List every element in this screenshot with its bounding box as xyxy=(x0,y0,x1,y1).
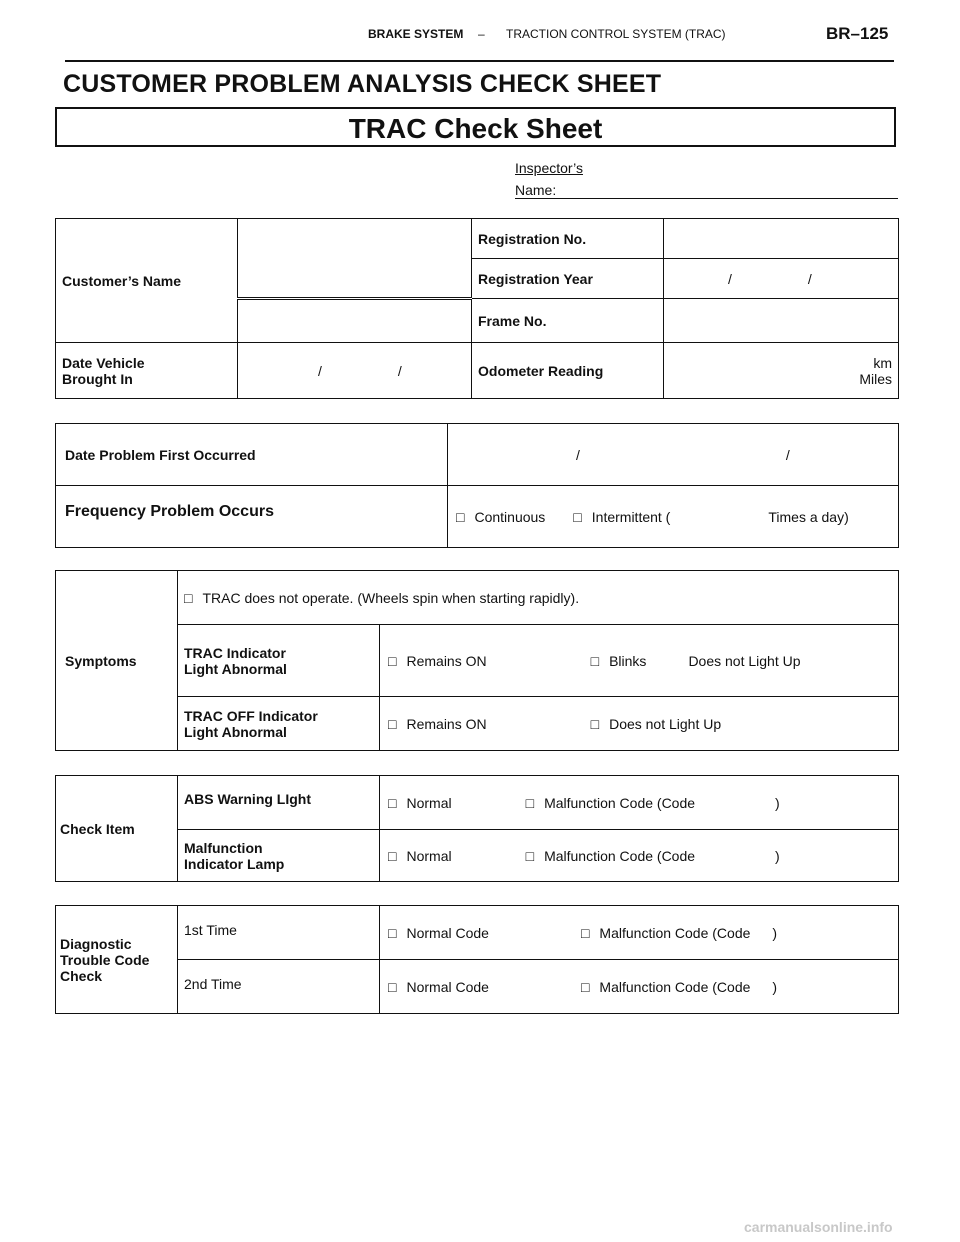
registration-year-field[interactable] xyxy=(664,259,899,299)
blinks-checkbox[interactable]: □ Blinks xyxy=(591,653,647,669)
dtc-check-table xyxy=(55,905,899,1014)
abs-normal-checkbox[interactable]: □ Normal xyxy=(388,795,452,811)
dtc-first-time-label: 1st Time xyxy=(178,906,380,960)
dtc-second-time-options: □ Normal Code□ Malfunction Code (Code ) xyxy=(380,960,899,1014)
header-subsystem: TRACTION CONTROL SYSTEM (TRAC) xyxy=(506,27,726,41)
second-normal-code-checkbox[interactable]: □ Normal Code xyxy=(388,979,489,995)
miles-unit: Miles xyxy=(859,370,892,387)
first-occurred-field[interactable] xyxy=(448,424,899,486)
mil-label: Malfunction Indicator Lamp xyxy=(178,830,380,882)
page-title: CUSTOMER PROBLEM ANALYSIS CHECK SHEET xyxy=(63,70,662,98)
trac-off-indicator-label: TRAC OFF Indicator Light Abnormal xyxy=(178,697,380,751)
header-rule xyxy=(65,60,894,62)
dtc-second-time-label: 2nd Time xyxy=(178,960,380,1014)
date-slash: / xyxy=(576,446,580,463)
trac-not-operate-checkbox[interactable]: □ TRAC does not operate. (Wheels spin when starting rapidly). xyxy=(184,590,579,606)
symptoms-label: Symptoms xyxy=(56,571,178,751)
mil-malfunction-checkbox[interactable]: □ Malfunction Code (Code xyxy=(526,848,695,864)
first-normal-code-checkbox[interactable]: □ Normal Code xyxy=(388,925,489,941)
inspector-name-label: Name: xyxy=(515,182,557,198)
dtc-check-label: Diagnostic Trouble Code Check xyxy=(56,906,178,1014)
trac-off-indicator-options xyxy=(380,697,899,751)
header-system: BRAKE SYSTEM xyxy=(368,27,464,41)
intermittent-checkbox[interactable]: □ Intermittent ( xyxy=(573,509,670,525)
off-remains-on-checkbox[interactable]: □ Remains ON xyxy=(388,716,487,732)
dtc-first-time-options: □ Normal Code□ Malfunction Code (Code ) xyxy=(380,906,899,960)
first-malfunction-code-checkbox[interactable]: □ Malfunction Code (Code xyxy=(581,925,750,941)
symptoms-table xyxy=(55,570,899,751)
odometer-label: Odometer Reading xyxy=(472,343,664,399)
frequency-label: Frequency Problem Occurs xyxy=(56,486,448,548)
times-a-day-label: Times a day) xyxy=(768,508,849,525)
trac-indicator-label: TRAC Indicator Light Abnormal xyxy=(178,625,380,697)
date-slash: / xyxy=(785,446,790,463)
date-slash: / xyxy=(397,362,402,379)
customer-name-label: Customer’s Name xyxy=(56,219,238,343)
inspector-label: Inspector’s xyxy=(515,160,583,176)
km-unit: km xyxy=(873,354,892,371)
second-malfunction-code-checkbox[interactable]: □ Malfunction Code (Code xyxy=(581,979,750,995)
watermark: carmanualsonline.info xyxy=(744,1219,893,1235)
frame-no-field[interactable] xyxy=(664,299,899,343)
registration-no-label: Registration No. xyxy=(472,219,664,259)
trac-indicator-options xyxy=(380,625,899,697)
date-slash: / xyxy=(807,270,812,287)
odometer-field[interactable] xyxy=(664,343,899,399)
problem-occurrence-table xyxy=(55,423,899,548)
registration-year-label: Registration Year xyxy=(472,259,664,299)
check-item-label: Check Item xyxy=(56,776,178,882)
page-number: BR–125 xyxy=(826,24,889,43)
off-not-light-up-checkbox[interactable]: □ Does not Light Up xyxy=(591,716,722,732)
customer-name-field[interactable] xyxy=(238,219,472,299)
registration-no-field[interactable] xyxy=(664,219,899,259)
frame-no-label: Frame No. xyxy=(472,299,664,343)
customer-address-field[interactable] xyxy=(238,299,472,343)
trac-not-operate-row xyxy=(178,571,899,625)
date-brought-in-label: Date Vehicle Brought In xyxy=(56,343,238,399)
first-occurred-label: Date Problem First Occurred xyxy=(56,424,448,486)
check-item-table xyxy=(55,775,899,882)
abs-malfunction-checkbox[interactable]: □ Malfunction Code (Code xyxy=(526,795,695,811)
abs-warning-label: ABS Warning LIght xyxy=(178,776,380,830)
header-dash: – xyxy=(478,27,485,41)
abs-warning-options: □ Normal□ Malfunction Code (Code ) xyxy=(380,776,899,830)
date-slash: / xyxy=(318,362,322,379)
date-brought-in-field[interactable] xyxy=(238,343,472,399)
inspector-name-field[interactable] xyxy=(515,198,898,199)
vehicle-info-table xyxy=(55,218,899,399)
date-slash: / xyxy=(728,270,732,287)
sheet-title: TRAC Check Sheet xyxy=(55,107,896,147)
remains-on-checkbox[interactable]: □ Remains ON xyxy=(388,653,487,669)
not-light-up-option[interactable]: Does not Light Up xyxy=(688,652,801,669)
mil-normal-checkbox[interactable]: □ Normal xyxy=(388,848,452,864)
mil-options: □ Normal□ Malfunction Code (Code ) xyxy=(380,830,899,882)
continuous-checkbox[interactable]: □ Continuous xyxy=(456,509,545,525)
frequency-field xyxy=(448,486,899,548)
